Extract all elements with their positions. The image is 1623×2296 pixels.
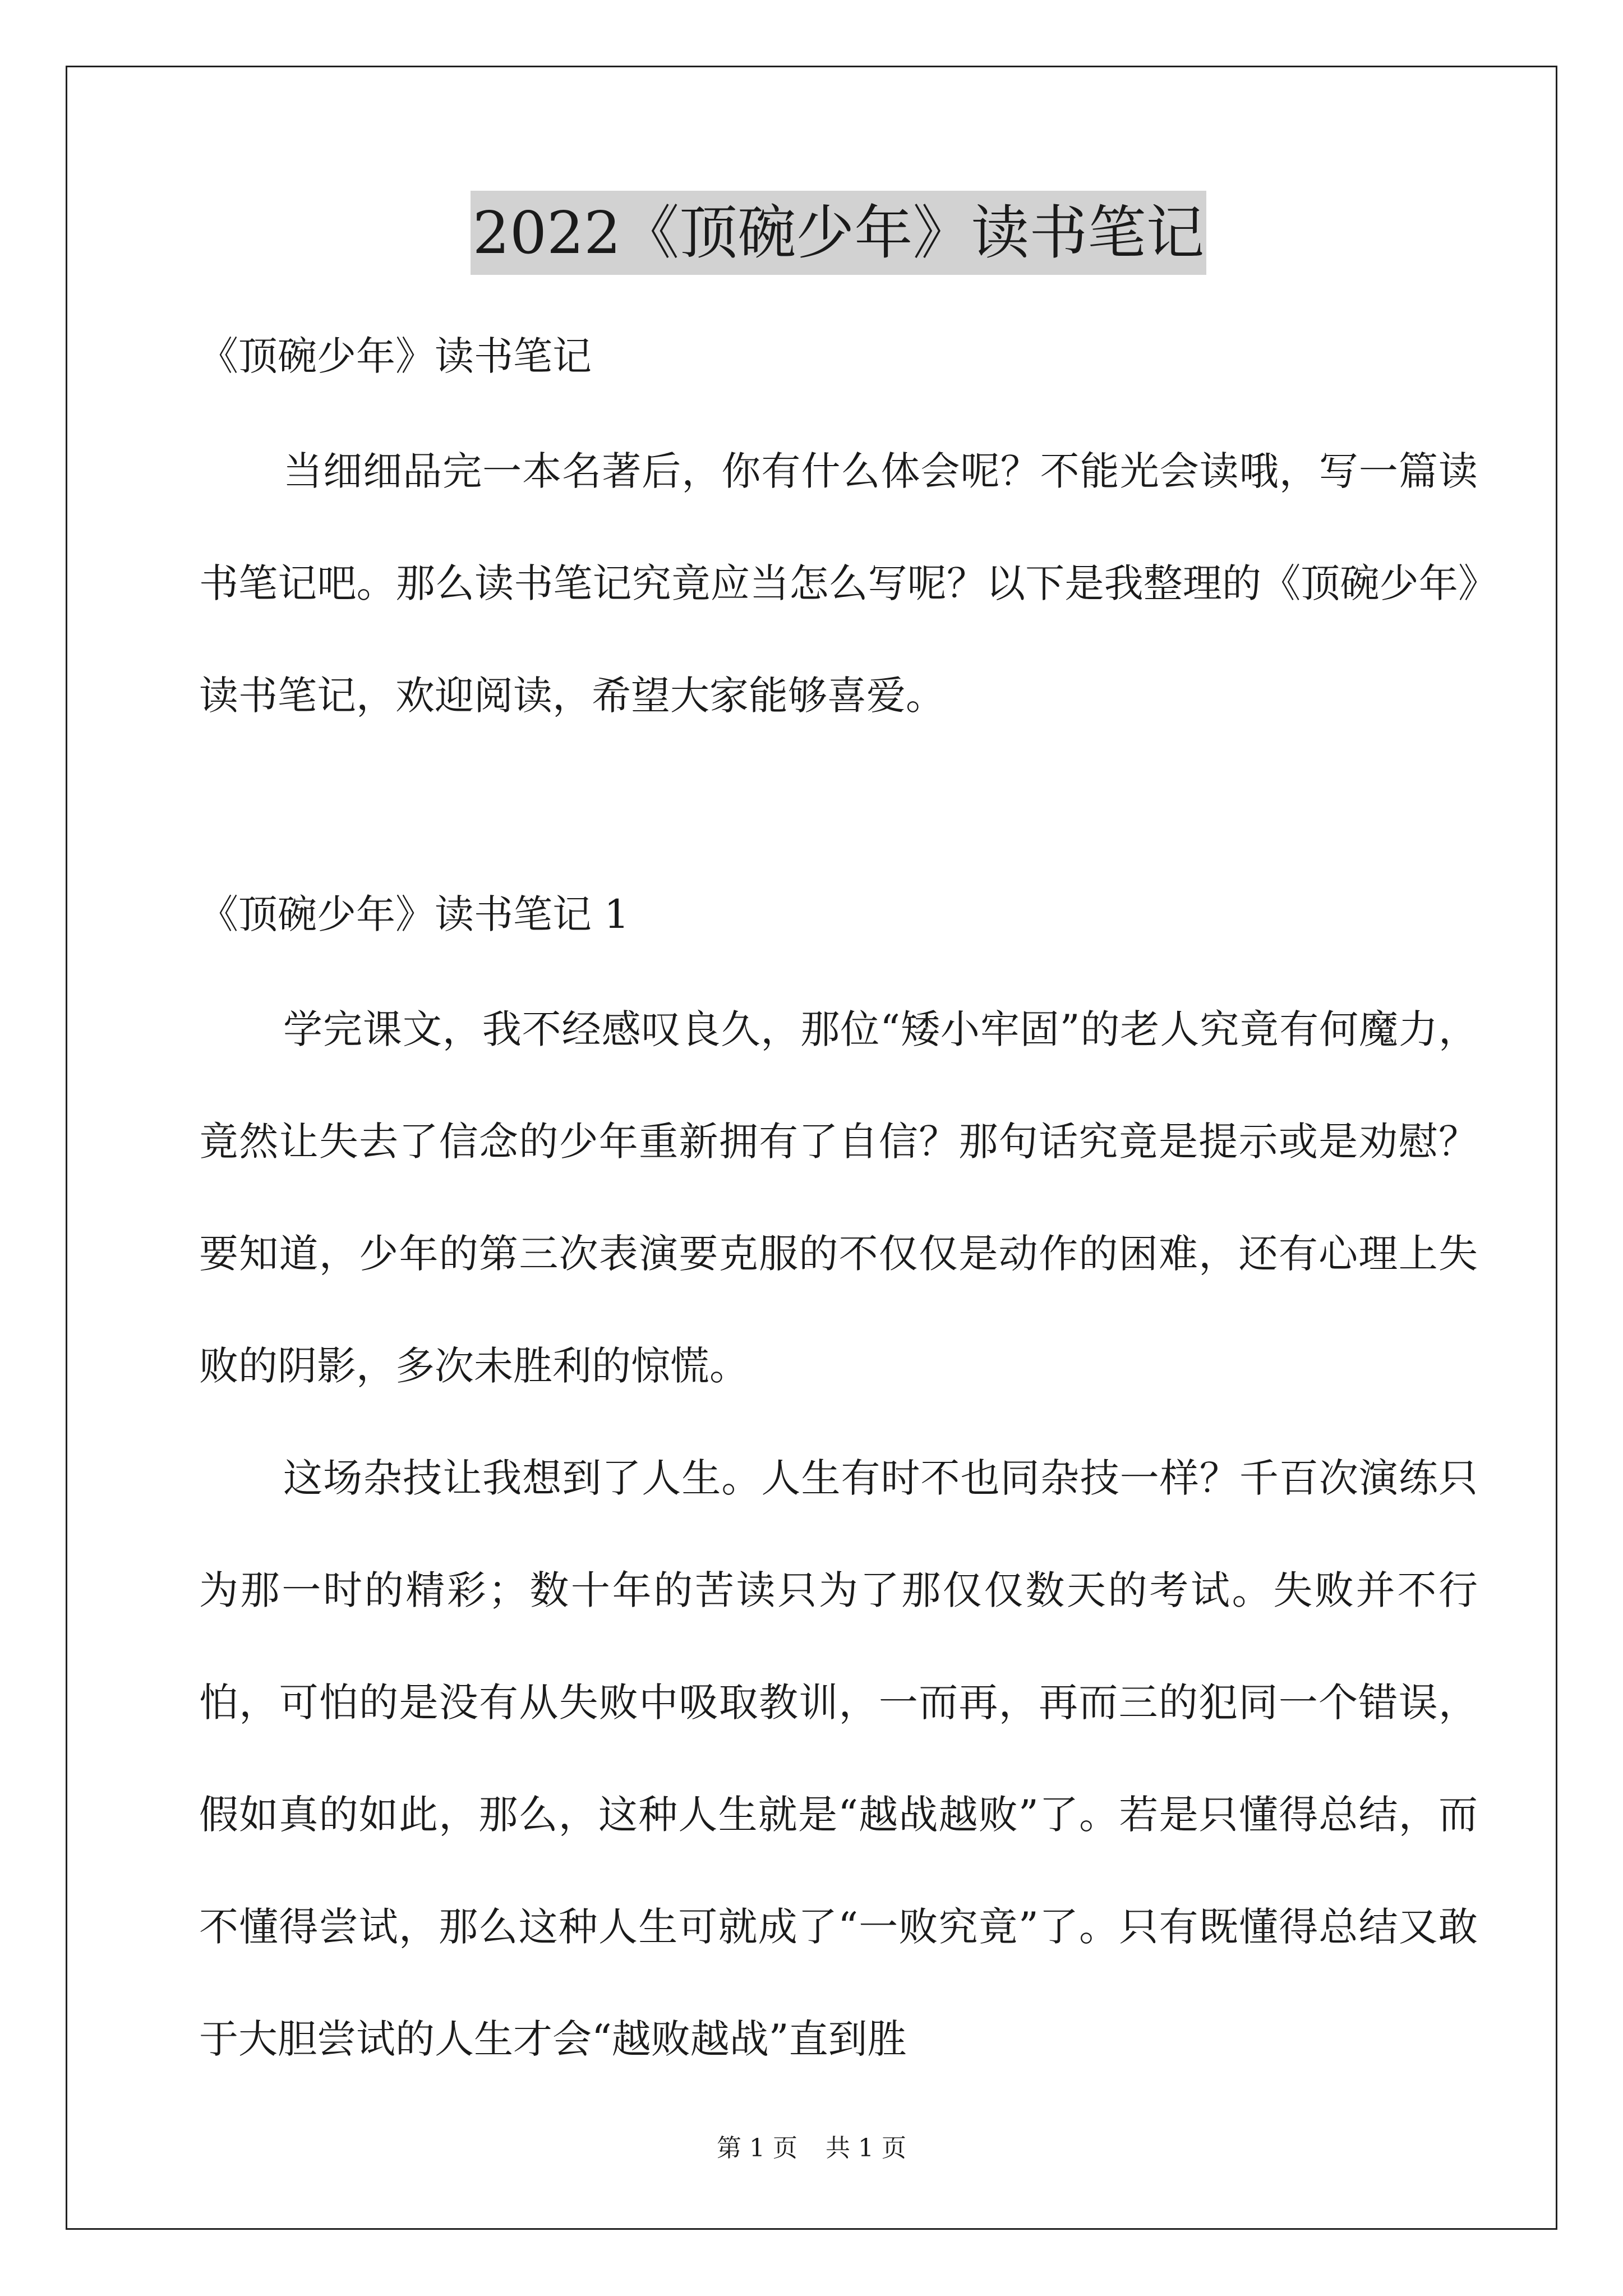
intro-paragraph: 当细细品完一本名著后，你有什么体会呢？不能光会读哦，写一篇读书笔记吧。那么读书笔记究竟应当怎么写呢？以下是我整理的《顶碗少年》读书笔记，欢迎阅读，希望大家能够喜爱。 bbox=[199, 448, 1478, 719]
page-total: 共 1 页 bbox=[826, 2134, 906, 2162]
document-body bbox=[199, 191, 1478, 2095]
section-heading: 《顶碗少年》读书笔记 1 bbox=[199, 891, 629, 937]
page-footer bbox=[0, 2132, 1623, 2165]
body-paragraph-1: 学完课文，我不经感叹良久，那位“矮小牢固”的老人究竟有何魔力，竟然让失去了信念的少年重新拥有了自信？那句话究竟是提示或是劝慰？要知道，少年的第三次表演要克服的不仅仅是动作的困难，还有心理上失败的阴影，多次未胜利的惊慌。 bbox=[199, 1006, 1478, 1389]
document-title: 2022《顶碗少年》读书笔记 bbox=[471, 191, 1207, 275]
intro-heading: 《顶碗少年》读书笔记 bbox=[199, 333, 592, 379]
body-paragraph-2: 这场杂技让我想到了人生。人生有时不也同杂技一样？千百次演练只为那一时的精彩；数十年的苦读只为了那仅仅数天的考试。失败并不行怕，可怕的是没有从失败中吸取教训，一而再，再而三的犯同一个错误，假如真的如此，那么，这种人生就是“越战越败”了。若是只懂得总结，而不懂得尝试，那么这种人生可就成了“一败究竟”了。只有既懂得总结又敢于大胆尝试的人生才会“越败越战”直到胜 bbox=[199, 1455, 1478, 2062]
page-number: 第 1 页 bbox=[717, 2134, 797, 2162]
title-wrap bbox=[199, 191, 1478, 275]
